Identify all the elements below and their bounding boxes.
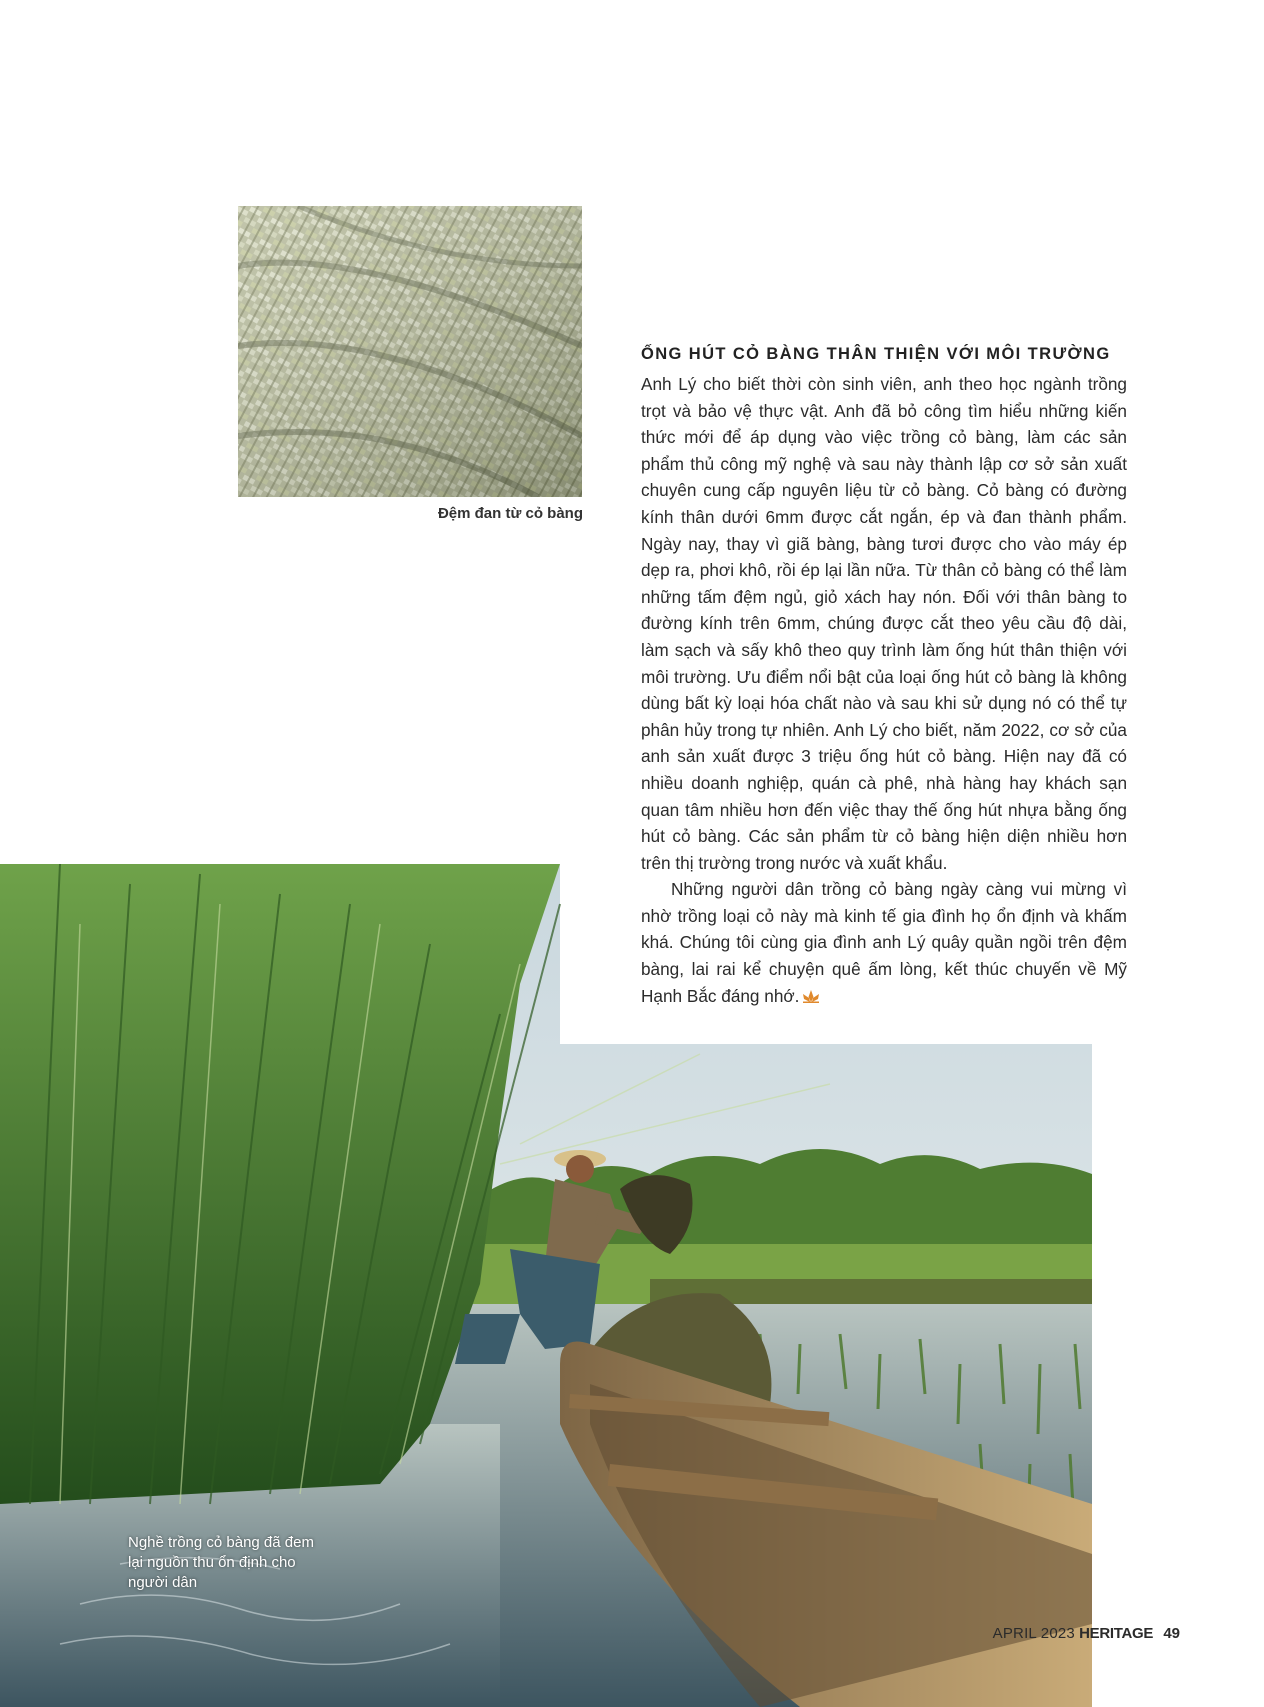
field-photo-caption: Nghề trồng cỏ bàng đã đem lại nguồn thu ổn định cho người dân: [128, 1534, 314, 1591]
article-body: [641, 371, 1127, 1009]
magazine-brand: HERITAGE: [1079, 1625, 1154, 1642]
article-paragraph-1: Anh Lý cho biết thời còn sinh viên, anh theo học ngành trồng trọt và bảo vệ thực vật. Anh đã bỏ công tìm hiểu những kiến thức mới để áp dụng vào việc trồng cỏ bàng, làm các sản phẩm thủ công mỹ nghệ và sau này thành lập cơ sở sản xuất chuyên cung cấp nguyên liệu từ cỏ bàng. Cỏ bàng có đường kính thân dưới 6mm được cắt ngắn, ép và đan thành phẩm. Ngày nay, thay vì giã bàng, bàng tươi được cho vào máy ép dẹp ra, phơi khô, rồi ép lại lần nữa. Từ thân cỏ bàng có thể làm những tấm đệm ngủ, giỏ xách hay nón. Đối với thân bàng to đường kính trên 6mm, chúng được cắt theo yêu cầu độ dài, làm sạch và sấy khô theo quy trình làm ống hút thân thiện với môi trường. Ưu điểm nổi bật của loại ống hút cỏ bàng là không dùng bất kỳ loại hóa chất nào và sau khi sử dụng nó có thể tự phân hủy trong tự nhiên. Anh Lý cho biết, năm 2022, cơ sở của anh sản xuất được 3 triệu ống hút cỏ bàng. Hiện nay đã có nhiều doanh nghiệp, quán cà phê, nhà hàng hay khách sạn quan tâm nhiều hơn đến việc thay thế ống hút nhựa bằng ống hút cỏ bàng. Các sản phẩm từ cỏ bàng hiện diện nhiều hơn trên thị trường trong nước và xuất khẩu.: [641, 374, 1127, 873]
woven-mat-image: [238, 206, 582, 497]
page-number: 49: [1163, 1625, 1180, 1642]
issue-date: APRIL 2023: [992, 1625, 1075, 1642]
mat-photo-caption: Đệm đan từ cỏ bàng: [437, 505, 583, 522]
article-paragraph-2: [641, 876, 1127, 1009]
section-heading: ỐNG HÚT CỎ BÀNG THÂN THIỆN VỚI MÔI TRƯỜNG: [641, 345, 1111, 363]
page-footer: [993, 1625, 1180, 1642]
woven-mat-photo: [238, 206, 582, 497]
article-paragraph-2-text: Những người dân trồng cỏ bàng ngày càng vui mừng vì nhờ trồng loại cỏ này mà kinh tế gia đình họ ổn định và khấm khá. Chúng tôi cùng gia đình anh Lý quây quần ngồi trên đệm bàng, lai rai kể chuyện quê ấm lòng, kết thúc chuyến về Mỹ Hạnh Bắc đáng nhớ.: [641, 879, 1127, 1006]
lotus-end-mark-icon: [801, 989, 821, 1003]
